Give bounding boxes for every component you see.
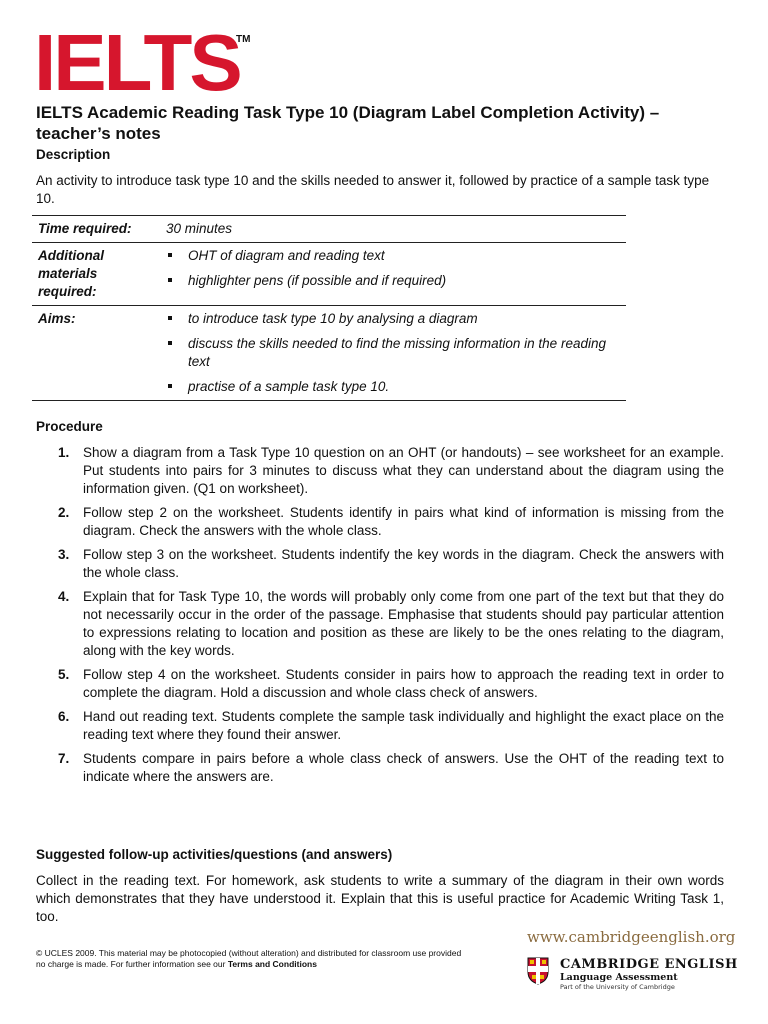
- materials-label: Additional materials required:: [38, 248, 104, 299]
- copyright-notice: © UCLES 2009. This material may be photocopied (without alteration) and distributed for classroom use provided no charge is made. For further information see our Terms and Conditions: [36, 948, 462, 969]
- university-affiliation: Part of the University of Cambridge: [560, 983, 675, 991]
- aims-list: [166, 310, 622, 396]
- terms-link[interactable]: Terms and Conditions: [227, 959, 317, 969]
- description-heading: Description: [36, 147, 111, 162]
- list-item: OHT of diagram and reading text: [166, 247, 622, 265]
- bullet-icon: [168, 278, 172, 282]
- cambridge-crest-icon: [527, 957, 549, 985]
- list-item: practise of a sample task type 10.: [166, 378, 622, 396]
- bullet-icon: [168, 384, 172, 388]
- language-assessment: Language Assessment: [560, 972, 678, 983]
- procedure-step: 6. Hand out reading text. Students complete the sample task individually and highlight the exact place on the reading text where they found their answer.: [58, 709, 724, 742]
- list-item: to introduce task type 10 by analysing a diagram: [166, 310, 622, 328]
- aims-label: Aims:: [38, 311, 76, 326]
- procedure-step: 5. Follow step 4 on the worksheet. Students consider in pairs how to approach the reading text in order to complete the diagram. Hold a discussion and whole class check of answers.: [58, 667, 724, 700]
- time-label: Time required:: [38, 221, 132, 236]
- aims-row: [32, 306, 626, 401]
- procedure-list: [36, 444, 724, 792]
- materials-row: [32, 243, 626, 306]
- followup-heading: Suggested follow-up activities/questions (and answers): [36, 847, 393, 862]
- list-item: discuss the skills needed to find the missing information in the reading text: [166, 335, 622, 371]
- procedure-step: 7. Students compare in pairs before a whole class check of answers. Use the OHT of the reading text to indicate where the answers are.: [58, 751, 724, 784]
- list-item: highlighter pens (if possible and if required): [166, 272, 622, 290]
- procedure-heading: Procedure: [36, 419, 103, 434]
- trademark-mark: TM: [236, 34, 251, 45]
- bullet-icon: [168, 253, 172, 257]
- bullet-icon: [168, 316, 172, 320]
- procedure-step: 2. Follow step 2 on the worksheet. Students identify in pairs what kind of information is missing from the diagram. Check the answers with the whole class.: [58, 505, 724, 538]
- page-title: IELTS Academic Reading Task Type 10 (Diagram Label Completion Activity) – teacher’s notes: [36, 103, 660, 143]
- cambridge-url[interactable]: www.cambridgeenglish.org: [527, 928, 736, 946]
- ielts-logo: IELTS: [34, 18, 240, 107]
- time-value: 30 minutes: [166, 221, 233, 236]
- info-table: [32, 215, 626, 401]
- description-text: An activity to introduce task type 10 and the skills needed to answer it, followed by practice of a sample task type 10.: [36, 173, 710, 206]
- materials-list: [166, 247, 622, 290]
- procedure-step: 3. Follow step 3 on the worksheet. Students indentify the key words in the diagram. Check the answers with the whole class.: [58, 547, 724, 580]
- procedure-step: 4. Explain that for Task Type 10, the words will probably only come from one part of the text but that they do not necessarily occur in the order of the passage. Emphasise that students should pay particular attention to expressions relating to location and position as these are likely to be the ones relating to the diagram, along with the key words.: [58, 589, 724, 658]
- followup-text: Collect in the reading text. For homework, ask students to write a summary of the diagram in their own words which demonstrates that they have understood it. Explain that this is useful practice for Academic Writing Task 1, too.: [36, 873, 724, 924]
- procedure-step: 1. Show a diagram from a Task Type 10 question on an OHT (or handouts) – see worksheet for an example. Put students into pairs for 3 minutes to discuss what they can understand about the diagram using the information given. (Q1 on worksheet).: [58, 445, 724, 496]
- cambridge-english-name: CAMBRIDGE ENGLISH: [560, 957, 738, 972]
- time-row: [32, 216, 626, 243]
- bullet-icon: [168, 341, 172, 345]
